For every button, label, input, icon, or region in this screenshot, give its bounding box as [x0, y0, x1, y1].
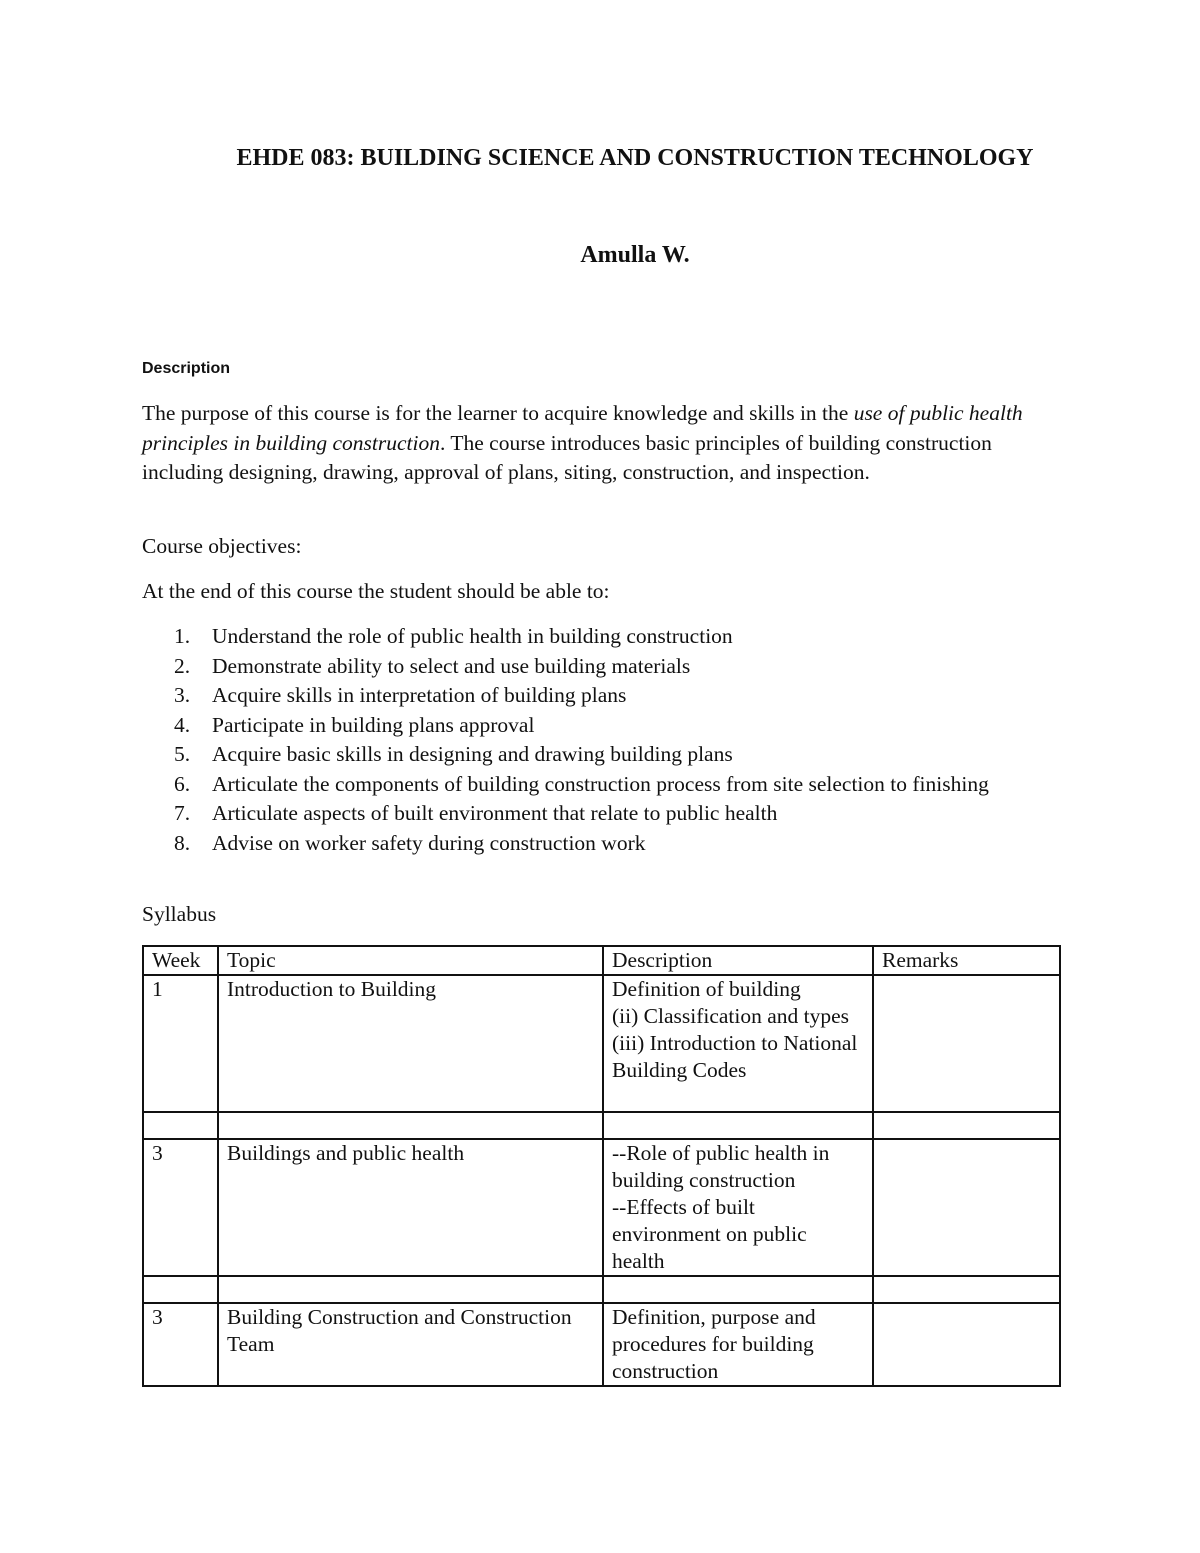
description-cell: [603, 1139, 873, 1276]
document-title: EHDE 083: BUILDING SCIENCE AND CONSTRUCTION TECHNOLOGY: [236, 145, 1034, 171]
empty-cell: [218, 1112, 603, 1139]
column-header-week: Week: [143, 946, 218, 975]
objective-number: 7.: [174, 801, 191, 825]
objective-item: [142, 681, 1062, 711]
objective-item: [142, 652, 1062, 682]
description-line: Definition of building: [612, 977, 801, 1001]
column-header-description: Description: [603, 946, 873, 975]
objective-text: Acquire skills in interpretation of building plans: [212, 683, 627, 707]
empty-cell: [218, 1276, 603, 1303]
objective-text: Demonstrate ability to select and use building materials: [212, 653, 691, 678]
empty-cell: [603, 1276, 873, 1303]
remarks-cell: [873, 1303, 1060, 1386]
description-text-start: The purpose of this course is for the learner to acquire knowledge and skills in the: [142, 401, 854, 425]
objective-item: [142, 799, 1062, 829]
topic-cell: Buildings and public health: [218, 1139, 603, 1276]
syllabus-label: Syllabus: [142, 902, 217, 926]
description-line: (ii) Classification and types: [612, 1004, 850, 1028]
empty-cell: [603, 1112, 873, 1139]
objective-number: 3.: [174, 683, 191, 707]
table-header-row: [143, 946, 1060, 975]
topic-cell: Building Construction and Construction Team: [218, 1303, 603, 1386]
description-text-end: . The course introduces basic principles of building construction including designing, drawing, approval of plans, siting, construction, and inspection.: [142, 430, 992, 484]
empty-cell: [143, 1112, 218, 1139]
objective-number: 5.: [174, 742, 191, 766]
objective-text: Understand the role of public health in building construction: [212, 624, 733, 648]
column-header-remarks: Remarks: [873, 946, 1060, 975]
objective-number: 1.: [174, 624, 191, 648]
author-name: Amulla W.: [580, 242, 690, 268]
objective-text: Advise on worker safety during construction work: [212, 830, 646, 855]
objective-number: 8.: [174, 830, 191, 855]
objectives-label: Course objectives:: [142, 534, 302, 558]
description-line: --Role of public health in building construction: [612, 1141, 830, 1192]
description-line: (iii) Introduction to National Building Codes: [612, 1031, 858, 1082]
objective-number: 6.: [174, 771, 191, 796]
table-row: [143, 975, 1060, 1112]
objective-item: [142, 829, 1062, 859]
week-cell: 3: [143, 1139, 218, 1276]
table-row: [143, 1139, 1060, 1276]
remarks-cell: [873, 975, 1060, 1112]
objective-item: [142, 711, 1062, 741]
objectives-list: [142, 622, 1062, 858]
description-line: --Effects of built environment on public health: [612, 1195, 807, 1273]
objective-text: Articulate aspects of built environment that relate to public health: [212, 801, 778, 825]
topic-cell: Introduction to Building: [218, 975, 603, 1112]
table-row: [143, 1303, 1060, 1386]
objective-text: Participate in building plans approval: [212, 712, 535, 737]
description-line: Definition, purpose and procedures for building construction: [612, 1305, 816, 1383]
description-emphasis: use of public health principles in building construction: [142, 401, 1023, 455]
objective-item: [142, 740, 1062, 770]
syllabus-table: [142, 945, 1061, 1387]
objective-text: Acquire basic skills in designing and drawing building plans: [212, 742, 733, 766]
week-cell: 3: [143, 1303, 218, 1386]
objective-number: 2.: [174, 653, 191, 678]
column-header-topic: Topic: [218, 946, 603, 975]
objective-number: 4.: [174, 712, 191, 737]
objective-item: [142, 622, 1062, 652]
objective-text: Articulate the components of building construction process from site selection to finishing: [212, 771, 989, 796]
empty-cell: [873, 1276, 1060, 1303]
empty-cell: [143, 1276, 218, 1303]
description-paragraph: [142, 399, 1062, 488]
description-cell: [603, 1303, 873, 1386]
remarks-cell: [873, 1139, 1060, 1276]
description-cell: [603, 975, 873, 1112]
empty-cell: [873, 1112, 1060, 1139]
objective-item: [142, 770, 1062, 800]
empty-table-row: [143, 1112, 1060, 1139]
empty-table-row: [143, 1276, 1060, 1303]
objectives-intro: At the end of this course the student should be able to:: [142, 579, 610, 603]
description-heading: Description: [142, 360, 231, 377]
week-cell: 1: [143, 975, 218, 1112]
